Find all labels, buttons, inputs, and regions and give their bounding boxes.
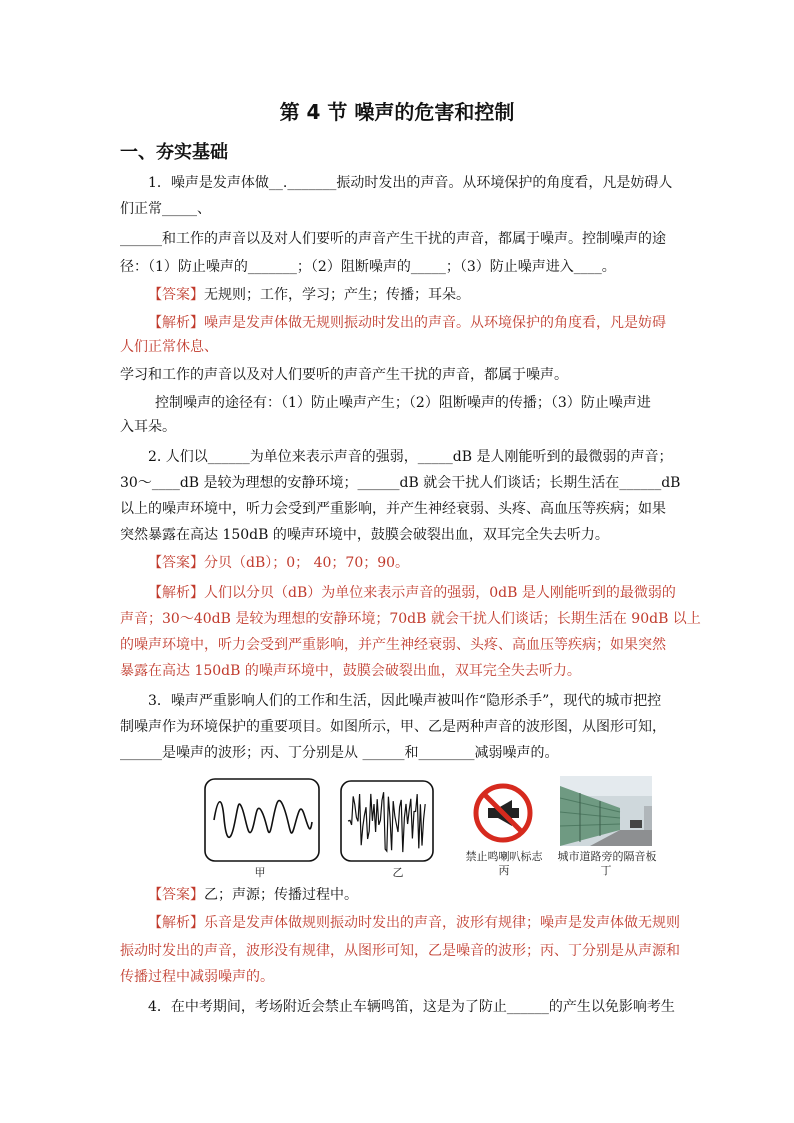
- sound-barrier-photo: [560, 776, 652, 846]
- q2-explanation-4: 暴露在高达 150dB 的噪声环境中，鼓膜会破裂出血，双耳完全失去听力。: [120, 663, 581, 679]
- fig-label-ding: 丁: [600, 864, 612, 877]
- fig-label-bing: 丙: [498, 864, 510, 877]
- no-horn-sign-icon: [472, 782, 534, 844]
- q1-explanation-3: 学习和工作的声音以及对人们要听的声音产生干扰的声音，都属于噪声。: [120, 367, 568, 383]
- q3-line-3: ______是噪声的波形；丙、丁分别是从 ______和________减弱噪声的。: [120, 745, 559, 761]
- q2-line-3: 以上的噪声环境中，听力会受到严重影响，并产生神经衰弱、头疼、高血压等疾病；如果: [120, 501, 666, 517]
- answer-text: 分贝（dB）；0； 40；70；90。: [204, 555, 410, 571]
- q1-line-3: ______和工作的声音以及对人们要听的声音产生干扰的声音，都属于噪声。控制噪声的途: [120, 231, 666, 247]
- q1-line-1: 1．噪声是发声体做__._______振动时发出的声音。从环境保护的角度看，凡是妨碍人: [148, 175, 673, 191]
- q4-line-1: 4．在中考期间，考场附近会禁止车辆鸣笛，这是为了防止______的产生以免影响考生: [148, 999, 675, 1015]
- q2-line-4: 突然暴露在高达 150dB 的噪声环境中，鼓膜会破裂出血，双耳完全失去听力。: [120, 527, 609, 543]
- answer-tag: 【答案】: [148, 887, 204, 903]
- q3-answer: [148, 884, 680, 906]
- q1-line-2: 们正常_____、: [120, 201, 211, 217]
- answer-text: 无规则；工作，学习；产生；传播；耳朵。: [204, 287, 470, 303]
- fig-label-yi: 乙: [392, 866, 404, 879]
- explanation-tag: 【解析】: [148, 585, 204, 601]
- answer-tag: 【答案】: [148, 287, 204, 303]
- q1-explanation-1: 【解析】噪声是发声体做无规则振动时发出的声音。从环境保护的角度看，凡是妨碍: [148, 315, 666, 331]
- waveform-yi: [340, 780, 434, 862]
- q2-line-1: 2. 人们以______为单位来表示声音的强弱，_____dB 是人刚能听到的最微弱的声音；: [148, 449, 673, 465]
- q1-explanation-5: 入耳朵。: [120, 419, 176, 435]
- fig-label-jia: 甲: [254, 866, 266, 879]
- fig-caption-ding: 城市道路旁的隔音板: [557, 850, 657, 863]
- page-title: 第 4 节 噪声的危害和控制: [279, 100, 515, 124]
- q3-explanation-3: 传播过程中减弱噪声的。: [120, 969, 274, 985]
- q3-explanation-1: 【解析】乐音是发声体做规则振动时发出的声音，波形有规律；噪声是发声体做无规则: [148, 915, 680, 931]
- answer-text: 乙；声源；传播过程中。: [204, 887, 358, 903]
- q2-explanation-3: 的噪声环境中，听力会受到严重影响，并产生神经衰弱、头疼、高血压等疾病；如果突然: [120, 637, 666, 653]
- q2-line-2: 30～____dB 是较为理想的安静环境；______dB 就会干扰人们谈话；长期生活在______dB: [120, 475, 681, 491]
- q3-line-2: 制噪声作为环境保护的重要项目。如图所示，甲、乙是两种声音的波形图，从图形可知，: [120, 719, 666, 735]
- waveform-jia: [204, 778, 320, 862]
- explanation-tag: 【解析】: [148, 315, 204, 331]
- fig-caption-bing: 禁止鸣喇叭标志: [465, 850, 543, 863]
- q3-explanation-2: 振动时发出的声音，波形没有规律，从图形可知，乙是噪音的波形；丙、丁分别是从声源和: [120, 943, 680, 959]
- section-heading: 一、夯实基础: [120, 142, 228, 163]
- q1-explanation-2: 人们正常休息、: [120, 339, 218, 355]
- q2-explanation-2: 声音；30～40dB 是较为理想的安静环境；70dB 就会干扰人们谈话；长期生活在 90dB 以上: [120, 611, 701, 627]
- q1-line-4: 径：（1）防止噪声的_______；（2）阻断噪声的_____；（3）防止噪声进入____。: [120, 259, 616, 275]
- q1-explanation-4: 控制噪声的途径有：（1）防止噪声产生；（2）阻断噪声的传播；（3）防止噪声进: [155, 395, 651, 411]
- q2-answer: [148, 552, 680, 574]
- q2-explanation-1: 【解析】人们以分贝（dB）为单位来表示声音的强弱，0dB 是人刚能听到的最微弱的: [148, 585, 676, 601]
- answer-tag: 【答案】: [148, 555, 204, 571]
- q1-answer: [148, 284, 680, 306]
- explanation-tag: 【解析】: [148, 915, 204, 931]
- q3-line-1: 3．噪声严重影响人们的工作和生活，因此噪声被叫作“隐形杀手”，现代的城市把控: [148, 693, 662, 709]
